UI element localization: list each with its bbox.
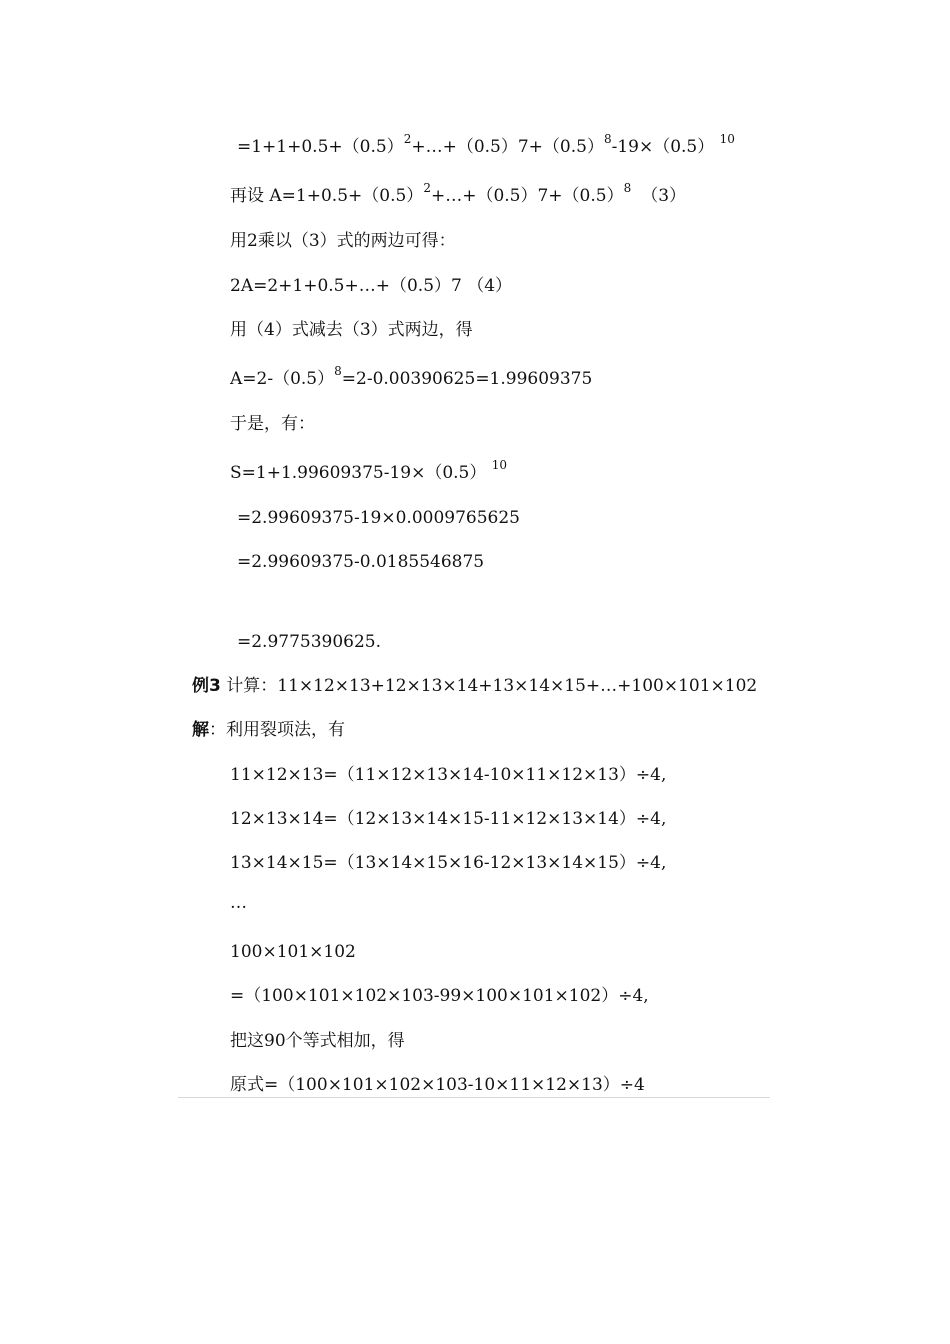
equation-text: +…+（0.5）7+（0.5） <box>430 186 624 206</box>
exponent: 10 <box>719 132 735 146</box>
equation-line-8 <box>230 458 508 485</box>
equation-text: A=2-（0.5） <box>230 369 335 389</box>
exponent: 2 <box>403 132 412 146</box>
equation-text: =2-0.00390625=1.99609375 <box>341 369 593 389</box>
exponent: 2 <box>423 181 431 195</box>
example-label: 例3 <box>192 676 221 696</box>
equation-line-18: 100×101×102 <box>230 942 356 962</box>
text-line-5: 用（4）式减去（3）式两边，得 <box>230 320 473 340</box>
equation-line-4: 2A=2+1+0.5+…+（0.5）7 （4） <box>230 276 513 296</box>
page-divider <box>178 1097 770 1098</box>
equation-line-11: =2.9775390625. <box>237 632 382 652</box>
equation-text: +…+（0.5）7+（0.5） <box>411 137 604 157</box>
exponent: 8 <box>334 364 342 378</box>
equation-text: -19×（0.5） <box>611 137 715 157</box>
text-line-7: 于是，有： <box>230 414 315 434</box>
text-line-3: 用2乘以（3）式的两边可得： <box>230 231 456 251</box>
equation-text: （3） <box>641 186 687 206</box>
text-line-20: 把这90个等式相加，得 <box>230 1031 405 1051</box>
equation-line-2 <box>230 181 687 208</box>
equation-line-9: =2.99609375-19×0.0009765625 <box>237 508 520 528</box>
equation-text: S=1+1.99609375-19×（0.5） <box>230 463 487 483</box>
equation-line-21: 原式=（100×101×102×103-10×11×12×13）÷4 <box>230 1075 645 1095</box>
exponent: 8 <box>623 181 632 195</box>
equation-line-6 <box>230 364 593 391</box>
equation-line-16: 13×14×15=（13×14×15×16-12×13×14×15）÷4, <box>230 853 667 873</box>
example-text: 计算：11×12×13+12×13×14+13×14×15+…+100×101×102 <box>220 676 758 696</box>
equation-line-19: =（100×101×102×103-99×100×101×102）÷4, <box>230 986 649 1006</box>
solution-label: 解 <box>192 720 209 740</box>
example-heading <box>192 675 757 697</box>
equation-text: 再设 A=1+0.5+（0.5） <box>230 186 424 206</box>
equation-line-14: 11×12×13=（11×12×13×14-10×11×12×13）÷4, <box>230 765 667 785</box>
solution-text: ：利用裂项法，有 <box>209 720 345 740</box>
equation-line-15: 12×13×14=（12×13×14×15-11×12×13×14）÷4, <box>230 809 667 829</box>
solution-heading <box>192 719 345 741</box>
equation-line-1 <box>237 132 735 159</box>
exponent: 10 <box>491 458 508 472</box>
ellipsis-line: … <box>230 893 247 913</box>
equation-text: =1+1+0.5+（0.5） <box>237 137 404 157</box>
exponent: 8 <box>603 132 612 146</box>
equation-line-10: =2.99609375-0.0185546875 <box>237 552 485 572</box>
